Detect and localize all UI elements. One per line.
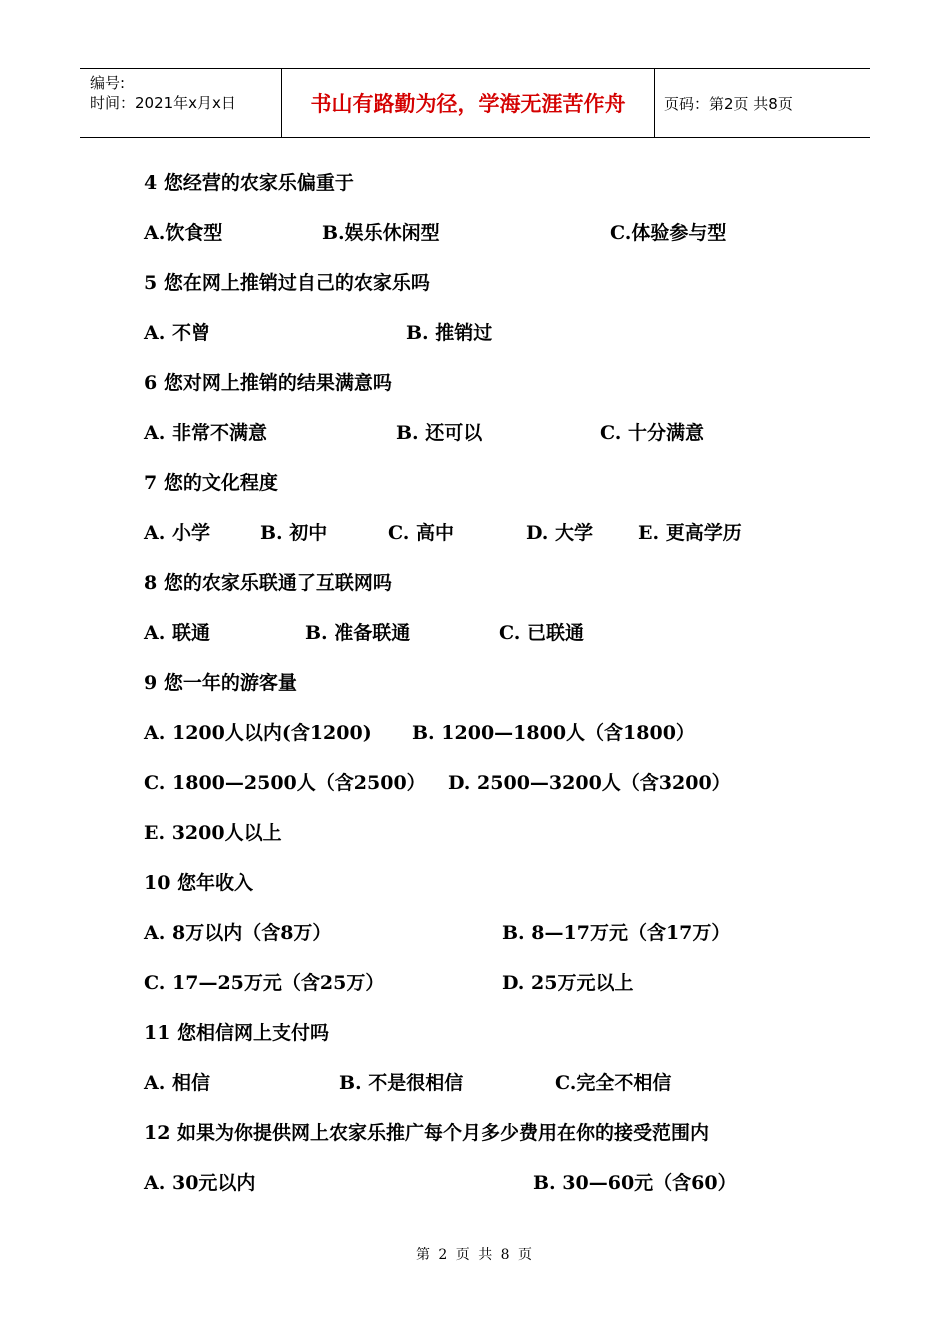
option: B. 8—17万元（含17万） bbox=[502, 922, 731, 944]
question-5-title: 5 您在网上推销过自己的农家乐吗 bbox=[144, 272, 430, 294]
header-motto: 书山有路勤为径，学海无涯苦作舟 bbox=[282, 69, 655, 137]
header-page-label: 页码：第2页 共8页 bbox=[664, 94, 793, 113]
page-footer: 第 2 页 共 8 页 bbox=[415, 1247, 535, 1263]
option: B. 不是很相信 bbox=[339, 1072, 464, 1094]
question-title bbox=[144, 668, 864, 718]
question-6-title: 6 您对网上推销的结果满意吗 bbox=[144, 372, 392, 394]
question-title bbox=[144, 268, 864, 318]
question-options bbox=[144, 768, 864, 818]
option: C. 已联通 bbox=[499, 622, 585, 644]
option: C. 17—25万元（含25万） bbox=[144, 972, 385, 994]
option: A. 小学 bbox=[144, 522, 210, 544]
option: B. 推销过 bbox=[406, 322, 493, 344]
question-options bbox=[144, 318, 864, 368]
question-title bbox=[144, 868, 864, 918]
question-title bbox=[144, 468, 864, 518]
option: E. 3200人以上 bbox=[144, 822, 282, 844]
option: D. 大学 bbox=[526, 522, 594, 544]
option: B. 还可以 bbox=[396, 422, 483, 444]
option: B. 30—60元（含60） bbox=[533, 1172, 737, 1194]
question-title bbox=[144, 368, 864, 418]
question-4-title: 4 您经营的农家乐偏重于 bbox=[144, 172, 354, 194]
question-11-title: 11 您相信网上支付吗 bbox=[144, 1022, 330, 1044]
option: B. 准备联通 bbox=[305, 622, 411, 644]
question-12-title: 12 如果为你提供网上农家乐推广每个月多少费用在你的接受范围内 bbox=[144, 1122, 710, 1144]
question-7-title: 7 您的文化程度 bbox=[144, 472, 278, 494]
document-time-label: 时间：2021年x月x日 bbox=[90, 94, 236, 112]
question-9-title: 9 您一年的游客量 bbox=[144, 672, 297, 694]
question-title bbox=[144, 1118, 864, 1168]
option: D. 25万元以上 bbox=[502, 972, 634, 994]
option: A.饮食型 bbox=[144, 222, 223, 244]
option: C.体验参与型 bbox=[610, 222, 727, 244]
option: C.完全不相信 bbox=[555, 1072, 672, 1094]
option: A. 8万以内（含8万） bbox=[144, 922, 332, 944]
question-title bbox=[144, 1018, 864, 1068]
option: B.娱乐休闲型 bbox=[322, 222, 440, 244]
question-title bbox=[144, 568, 864, 618]
option: B. 初中 bbox=[260, 522, 328, 544]
question-options bbox=[144, 1168, 864, 1218]
option: A. 联通 bbox=[144, 622, 210, 644]
question-options bbox=[144, 968, 864, 1018]
option: C. 1800—2500人（含2500） bbox=[144, 772, 426, 794]
question-title bbox=[144, 168, 864, 218]
question-10-title: 10 您年收入 bbox=[144, 872, 254, 894]
question-options bbox=[144, 418, 864, 468]
option: D. 2500—3200人（含3200） bbox=[448, 772, 731, 794]
document-number-label: 编号: bbox=[90, 74, 126, 92]
option: A. 非常不满意 bbox=[144, 422, 267, 444]
option: E. 更高学历 bbox=[638, 522, 742, 544]
header-meta bbox=[80, 69, 282, 137]
option: B. 1200—1800人（含1800） bbox=[412, 722, 695, 744]
option: A. 30元以内 bbox=[144, 1172, 256, 1194]
question-options bbox=[144, 1068, 864, 1118]
question-options bbox=[144, 918, 864, 968]
question-options bbox=[144, 618, 864, 668]
option: A. 不曾 bbox=[144, 322, 210, 344]
question-options bbox=[144, 518, 864, 568]
questionnaire-body bbox=[144, 168, 864, 1218]
option: A. 1200人以内(含1200) bbox=[144, 722, 372, 744]
question-options bbox=[144, 218, 864, 268]
question-8-title: 8 您的农家乐联通了互联网吗 bbox=[144, 572, 392, 594]
question-options bbox=[144, 818, 864, 868]
document-header bbox=[80, 68, 870, 138]
option: C. 高中 bbox=[388, 522, 455, 544]
option: A. 相信 bbox=[144, 1072, 210, 1094]
option: C. 十分满意 bbox=[600, 422, 705, 444]
question-options bbox=[144, 718, 864, 768]
